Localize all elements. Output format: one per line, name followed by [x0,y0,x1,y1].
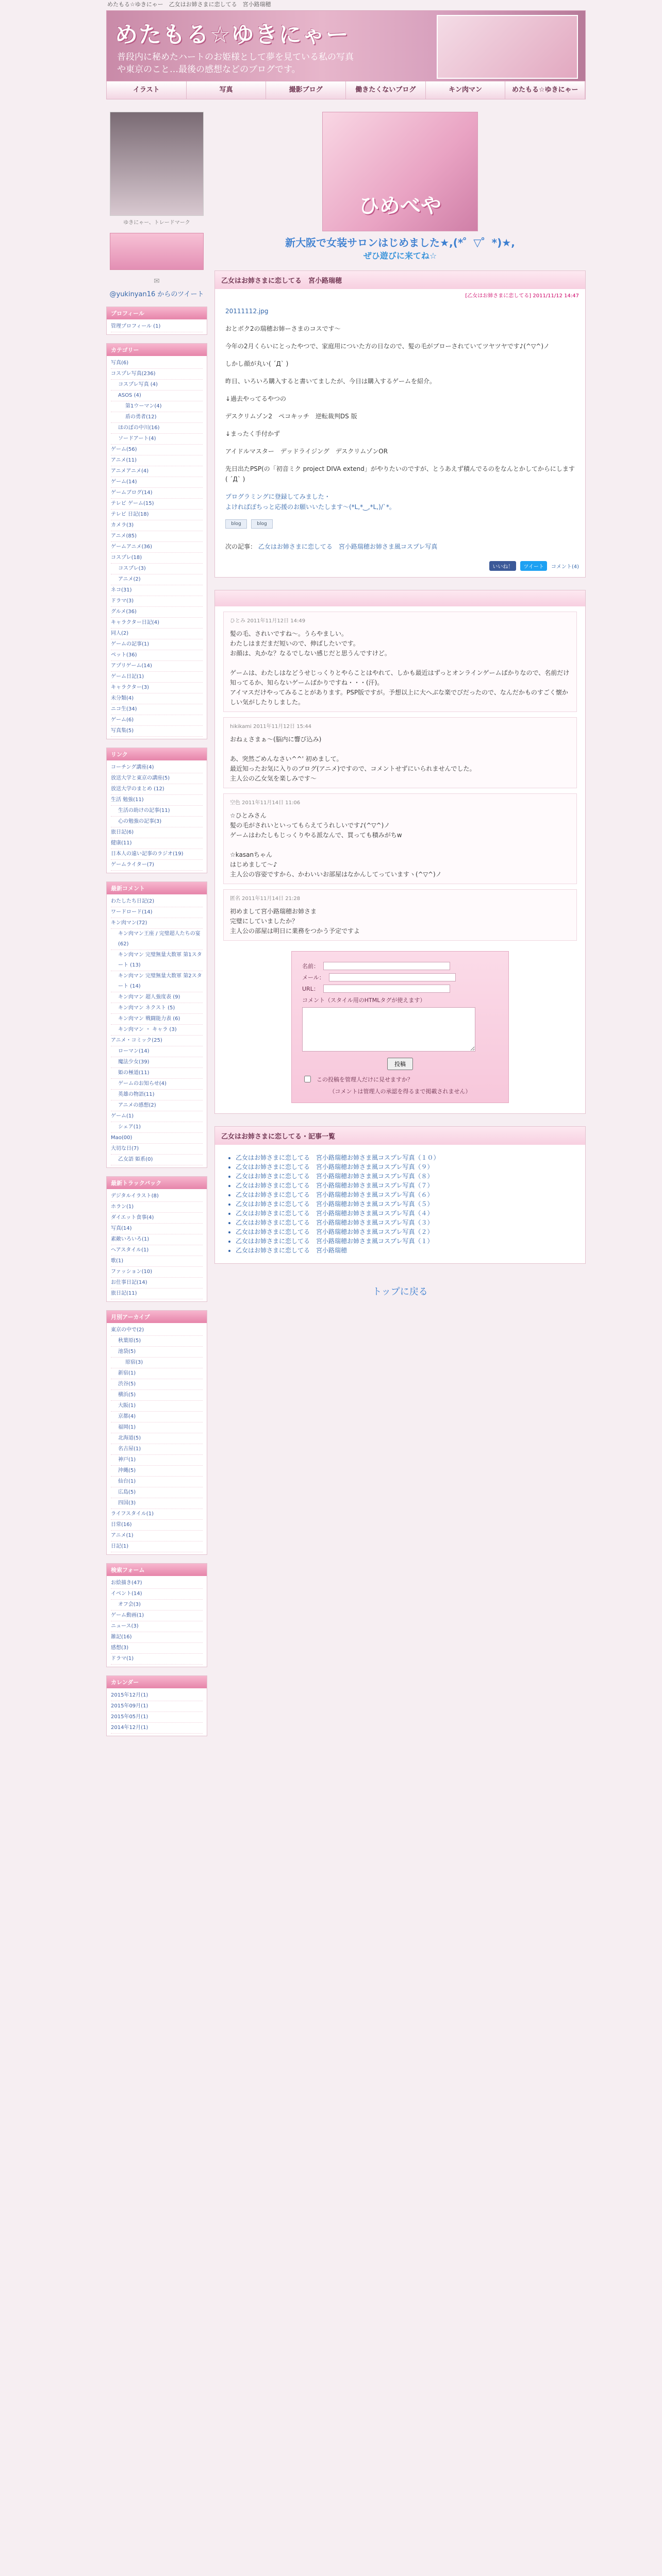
widget-heading: プロフィール [107,307,207,319]
sidebar-link[interactable]: テレビ ゲーム(15) [111,499,203,510]
main-content [214,112,586,1744]
sidebar-link[interactable]: ソードアート(4) [111,434,203,445]
hero-image[interactable] [322,112,478,231]
sidebar-widget [106,1176,207,1302]
sidebar-link[interactable]: イベント(14) [111,1589,203,1600]
comment-text: おねぇさまぁ〜(脳内に響び込み) あ、突然ごめんなさい^^' 初めまして。 最近知ったお気に入りのブログ(アニメ)ですので、コメントせずにいられませんでした。 主人公の乙女気を楽しみです～ [230,736,476,782]
sidebar-link[interactable]: ドラマ(1) [111,1654,203,1665]
profile-caption: ゆきにゃー、トレードマーク [123,220,190,226]
widget-list [107,1688,207,1736]
secret-label: この投稿を管理人だけに見せますか？ [317,1076,413,1083]
sidebar-link[interactable]: ゲーム(6) [111,715,203,726]
post-paragraph: 昨日、いろいろ購入すると書いてましたが、今日は購入するゲームを紹介。 [225,378,436,385]
page [106,0,586,1744]
sidebar-link[interactable]: 神戸(1) [111,1455,203,1466]
post-paragraph: ↓まったく手付かず [225,430,280,437]
comment-form [291,951,509,1103]
sidebar-link[interactable]: コスプレ(3) [111,564,203,574]
next-post-label: 次の記事： [225,543,257,550]
sidebar-link[interactable]: ゲームの記事(1) [111,639,203,650]
sidebar-link[interactable]: キン肉マン 完璧無量大数軍 第1スタート (13) [111,950,203,971]
post-meta[interactable]: [乙女はお姉さまに恋してる] 2011/11/12 14:47 [465,293,579,299]
sidebar-link[interactable]: 雑記(16) [111,1632,203,1643]
sidebar-link[interactable]: キャラクター日記(4) [111,618,203,629]
submit-button[interactable]: 投稿 [387,1058,413,1070]
name-input[interactable] [323,962,450,970]
sidebar-link[interactable]: 2015年09月(1) [111,1701,203,1712]
sidebar-link[interactable]: ゲームライター(7) [111,860,203,871]
sidebar-link[interactable]: ファッション(10) [111,1267,203,1278]
facebook-like-button[interactable]: いいね！ [489,561,516,571]
widget-list [107,894,207,1167]
post-paragraph: ↓過去やってるやつの [225,395,287,402]
sidebar-widget [106,307,207,335]
url-label: URL： [302,986,319,992]
banner-photo [437,15,578,79]
comment [223,717,577,788]
widget-heading: リンク [107,748,207,760]
post-paragraph: おとボク2の瑞穂お姉ーさまのコスです～ [225,325,341,332]
sidebar-link[interactable]: ドラマ(3) [111,596,203,607]
sidebar-link[interactable]: オフ会(3) [111,1600,203,1611]
sidebar-link[interactable]: 未分類(4) [111,693,203,704]
sidebar-widget [106,882,207,1168]
sidebar-link[interactable]: 第1ウーマン(4) [111,401,203,412]
post-paragraph: プログラミングに登録してみました・ よければぽちっと応援のお願いいたします～(*L,*‿,*L,)/`*。 [225,493,395,511]
sidebar-link[interactable]: カメラ(3) [111,520,203,531]
sidebar-link[interactable]: 英雄の物語(11) [111,1090,203,1100]
sidebar-link[interactable]: ペット(36) [111,650,203,661]
sidebar-link[interactable]: ホラン(1) [111,1202,203,1213]
comment-author[interactable]: 空色 2011年11月14日 11:06 [230,800,301,806]
related-post-link[interactable]: • 乙女はお姉さまに恋してる 宮小路瑞穂お姉さま風コスプレ写真（８） [236,1172,585,1181]
post-paragraph: 今年の2月くらいにとったやつで、家庭用についた方の日なので、髪の毛がブローされていてツヤツヤです♪(^▽^)ノ [225,343,550,350]
nav-home[interactable]: めたもる☆ゆきにゃー [505,81,585,99]
sidebar-link[interactable]: 乙女語 姫系(0) [111,1155,203,1165]
sidebar-link[interactable]: 2015年12月(1) [111,1690,203,1701]
sidebar-link[interactable]: 北海道(5) [111,1433,203,1444]
sidebar-link[interactable]: お絵描き(47) [111,1578,203,1589]
header-banner[interactable] [106,10,586,81]
post-title: 乙女はお姉さまに恋してる 宮小路瑞穂 [215,271,585,289]
sidebar-link[interactable]: Mao(00) [111,1133,203,1144]
sidebar-link[interactable]: 新宿(1) [111,1368,203,1379]
post-paragraph: アイドルマスター デッドライジング デスクリムゾンOR [225,448,388,455]
sidebar-link[interactable]: キン肉マン 超人強度表 (9) [111,992,203,1003]
related-list [215,1153,585,1255]
comment-text: ☆ひとみさん 髪の毛がされいといってもらえてうれしいです♪(^▽^)ノ ゲームはわたしもじっくりやる派なんで、買っても積みがちw ☆kasanちゃん はじめまして～♪ 主人公の容姿ですから、かわいいお部屋はなかんしてっていますヽ(^▽^)ノ [230,812,442,878]
sidebar-widget [106,1310,207,1555]
ranking-banner[interactable]: blog [225,519,247,529]
comment-author[interactable]: hikikami 2011年11月12日 15:44 [230,724,312,730]
sidebar-link[interactable]: 沖縄(5) [111,1466,203,1477]
widget-heading: 最新トラックバック [107,1177,207,1189]
sidebar-widget [106,1563,207,1667]
sidebar-link[interactable]: キン肉マン(72) [111,918,203,929]
sidebar-link[interactable]: アニメアニメ(4) [111,466,203,477]
nav-shoot-blog[interactable]: 撮影ブログ [266,81,346,99]
sidebar-widget [106,1675,207,1736]
sidebar-link[interactable]: 横浜(5) [111,1390,203,1401]
sidebar-link[interactable]: ゲーム(56) [111,445,203,455]
sidebar-link[interactable]: ライフスタイル(1) [111,1509,203,1520]
sidebar-widget [106,343,207,739]
sidebar-widget [106,748,207,873]
sidebar-link[interactable]: 2014年12月(1) [111,1723,203,1734]
sidebar-link[interactable]: 大阪(1) [111,1401,203,1412]
sidebar-link[interactable]: ゲームブログ(14) [111,488,203,499]
sidebar-link[interactable]: ゲーム(14) [111,477,203,488]
comment [223,889,577,941]
related-post-link[interactable]: • 乙女はお姉さまに恋してる 宮小路瑞穂お姉さま風コスプレ写真（６） [236,1190,585,1199]
sidebar-link[interactable]: 旅日記(6) [111,827,203,838]
related-post-link[interactable]: • 乙女はお姉さまに恋してる 宮小路瑞穂お姉さま風コスプレ写真（１） [236,1236,585,1246]
ranking-banners [225,519,575,529]
form-note: （コメントは管理人の承認を得るまで掲載されません） [329,1088,471,1095]
sidebar-link[interactable]: キン肉マン 完璧無量大数軍 第2スタート (14) [111,971,203,992]
widget-heading: 月別アーカイブ [107,1311,207,1323]
widget-list [107,356,207,739]
ranking-banner[interactable]: blog [251,519,273,529]
top-line: めたもる☆ゆきにゃー 乙女はお姉さまに恋してる 宮小路瑞穂 [107,1,271,8]
sidebar-link[interactable]: キャラクター(3) [111,683,203,693]
sidebar-link[interactable]: 写真(14) [111,1224,203,1234]
sidebar-link[interactable]: アプリゲーム(14) [111,661,203,672]
sidebar-link[interactable]: 大切な日(7) [111,1144,203,1155]
widget-list [107,319,207,334]
next-post [215,538,585,561]
sidebar-link[interactable]: ヘアスタイル(1) [111,1245,203,1256]
sidebar-link[interactable]: ゲーム日記(1) [111,672,203,683]
sidebar-link[interactable]: アニメ(11) [111,455,203,466]
comment [223,793,577,884]
comment-label: コメント（スタイル用のHTMLタグが使えます） [302,997,426,1004]
global-nav [106,81,586,99]
share-bar [215,561,585,577]
sidebar-link[interactable]: ネコ(31) [111,585,203,596]
sidebar-link[interactable]: ニュース(3) [111,1621,203,1632]
sidebar-link[interactable]: コーチング講座(4) [111,762,203,773]
sidebar-link[interactable]: 盾の勇者(12) [111,412,203,423]
widget-list [107,760,207,873]
widget-list [107,1323,207,1554]
sidebar-link[interactable]: 仙台(1) [111,1477,203,1487]
comment-list [215,612,585,941]
sidebar-link[interactable]: 京都(4) [111,1412,203,1422]
sidebar-link[interactable]: 日常(16) [111,1520,203,1531]
sidebar-link[interactable]: お仕事日記(14) [111,1278,203,1289]
comment-text: 髪の毛、されいですね〜。うらやましい。 わたしはまだまだ短いので、伸ばしたいです。 お顔は、丸かな？なるでしない感じだと思うんですけど。 ゲームは、わたしはなどうせじっくりとやらことはやれて、しかも最近はずっとオンラインゲームばかりなので、名前だけ知ってるか、知らないゲームばかりですね・・・(汗)。 アイマスだけやってみることがあります。PSP版ですが。予想以上に大へぶな楽でびだったので、なんだかものすごく懐かしい気がしたりしました。 [230,630,570,706]
comments-section [214,590,586,1114]
post [214,270,586,578]
post-paragraph: しかし顔が丸い( ´Д` ) [225,360,289,367]
related-post-link[interactable]: • 乙女はお姉さまに恋してる 宮小路瑞穂お姉さま風コスプレ写真（９） [236,1162,585,1172]
sidebar [106,112,207,1744]
name-label: 名前： [302,963,319,970]
sidebar-link[interactable]: 写真集(5) [111,726,203,737]
sidebar-link[interactable]: キン肉マン ネクスト (5) [111,1003,203,1014]
sidebar-link[interactable]: 姫の極道(11) [111,1068,203,1079]
nav-kinnikuman[interactable]: キン肉マン [426,81,506,99]
post-paragraphs [225,324,575,512]
widget-heading: カテゴリー [107,344,207,356]
comments-title [215,590,585,606]
sidebar-link[interactable]: キン肉マン王座 / 完璧超人たちの宴 (62) [111,929,203,950]
post-paragraph: 先日出たPSP(の「初音ミク project DIVA extend」がやりたいのですが、とうあえず積んでるのをなんとかしてからにします( ´Д` ) [225,465,575,483]
related-post-link[interactable]: • 乙女はお姉さまに恋してる 宮小路瑞穂お姉さま風コスプレ写真（４） [236,1209,585,1218]
sidebar-link[interactable]: ゲーム動画(1) [111,1611,203,1621]
sidebar-link[interactable]: 名古屋(1) [111,1444,203,1455]
widget-list [107,1576,207,1667]
sidebar-link[interactable]: アニメ(85) [111,531,203,542]
sidebar-link[interactable]: ダイエット食事(4) [111,1213,203,1224]
sidebar-link[interactable]: 管理プロフィール (1) [111,321,203,332]
sidebar-link[interactable]: 秋葉原(5) [111,1336,203,1347]
nav-illust[interactable]: イラスト [107,81,187,99]
sidebar-link[interactable]: 日本人の遠い記事のラジオ(19) [111,849,203,860]
tweet-button[interactable]: ツイート [520,561,547,571]
sidebar-link[interactable]: 写真(6) [111,358,203,369]
sidebar-link[interactable]: 日記(1) [111,1541,203,1552]
sidebar-link[interactable]: キン肉マン 戦闘能力表 (6) [111,1014,203,1025]
sidebar-link[interactable]: デジタルイラスト(8) [111,1191,203,1202]
comment-text: 初めまして宮小路瑞穂お姉さま 完璧にしていましたか？ 主人公の部屋は明日に業務をつかう予定ですよ [230,908,360,935]
back-to-top-link[interactable]: トップに戻る [372,1286,428,1297]
sidebar-link[interactable]: わたしたち日記(2) [111,896,203,907]
sidebar-banner[interactable] [110,233,204,270]
sidebar-link[interactable]: 原宿(3) [111,1358,203,1368]
sidebar-link[interactable]: グルメ(36) [111,607,203,618]
sidebar-link[interactable]: 放送大学と東京の講座(5) [111,773,203,784]
sidebar-link[interactable]: アニメ(2) [111,574,203,585]
sidebar-link[interactable]: アニメ(1) [111,1531,203,1541]
sidebar-link[interactable]: 放送大学のまとめ (12) [111,784,203,795]
sidebar-link[interactable]: 旅日記(11) [111,1289,203,1299]
twitter-link[interactable]: @yukinyan16 からのツイート [109,291,204,298]
comment-textarea[interactable] [302,1007,475,1052]
sidebar-link[interactable]: 感想(3) [111,1643,203,1654]
sidebar-link[interactable]: ほのぼの中川(16) [111,423,203,434]
nav-work-blog[interactable]: 働きたくないブログ [346,81,426,99]
hero-caption[interactable]: 新大阪で女装サロンはじめました★,(*゜▽゜*)★, [285,236,515,249]
sidebar-link[interactable]: テレビ 日記(18) [111,510,203,520]
comment [223,612,577,712]
widget-heading: カレンダー [107,1676,207,1688]
comment-author[interactable]: ひとみ 2011年11月12日 14:49 [230,618,306,624]
sidebar-link[interactable]: ニコ生(34) [111,704,203,715]
related-post-link[interactable]: • 乙女はお姉さまに恋してる 宮小路瑞穂お姉さま風コスプレ写真（１０） [236,1153,585,1162]
sidebar-link[interactable]: キン肉マン ・ キャラ (3) [111,1025,203,1036]
sidebar-link[interactable]: コスプレ(18) [111,553,203,564]
sidebar-link[interactable]: 生活 勉強(11) [111,795,203,806]
sidebar-link[interactable]: 健康(11) [111,838,203,849]
sidebar-link[interactable]: 四国(3) [111,1498,203,1509]
sidebar-link[interactable]: 渋谷(5) [111,1379,203,1390]
post-body [215,301,585,538]
sidebar-link[interactable]: 心の勉強の記事(3) [111,817,203,827]
comment-author[interactable]: 匿名 2011年11月14日 21:28 [230,896,301,902]
sidebar-link[interactable]: 歌(1) [111,1256,203,1267]
sidebar-link[interactable]: ローマン(14) [111,1046,203,1057]
post-image-link[interactable]: 20111112.jpg [225,308,269,315]
sidebar-link[interactable]: 素敵いろいろ(1) [111,1234,203,1245]
sidebar-link[interactable]: ワードロード(14) [111,907,203,918]
profile-photo [110,112,204,216]
sidebar-link[interactable]: ASOS (4) [111,391,203,401]
mail-input[interactable] [329,973,456,981]
sidebar-link[interactable]: 同人(2) [111,629,203,639]
mail-label: メール： [302,974,325,981]
sidebar-link[interactable]: ゲーム(1) [111,1111,203,1122]
related-post-link[interactable]: • 乙女はお姉さまに恋してる 宮小路瑞穂 [236,1246,585,1255]
related-post-link[interactable]: • 乙女はお姉さまに恋してる 宮小路瑞穂お姉さま風コスプレ写真（２） [236,1227,585,1236]
sidebar-link[interactable]: 福岡(1) [111,1422,203,1433]
nav-photo[interactable]: 写真 [187,81,267,99]
site-subtitle: 普段内に秘めたハートのお姫様として夢を見ている私の写真や東京のこと…最後の感想などのブログです。 [117,52,354,75]
widget-list [107,1189,207,1301]
sidebar-link[interactable]: シェア(1) [111,1122,203,1133]
sidebar-link[interactable]: ゲームアニメ(36) [111,542,203,553]
related-title: 乙女はお姉さまに恋してる・記事一覧 [215,1127,585,1145]
site-title[interactable]: めたもる☆ゆきにゃー [115,22,350,48]
related-post-link[interactable]: • 乙女はお姉さまに恋してる 宮小路瑞穂お姉さま風コスプレ写真（５） [236,1199,585,1209]
sidebar-link[interactable]: コスプレ写真 (4) [111,380,203,391]
url-input[interactable] [323,985,450,993]
widget-heading: 最新コメント [107,882,207,894]
next-post-link[interactable]: 乙女はお姉さまに恋してる 宮小路瑞穂お姉さま風コスプレ写真 [258,543,438,550]
sidebar-link[interactable]: アニメの感想(2) [111,1100,203,1111]
related-post-link[interactable]: • 乙女はお姉さまに恋してる 宮小路瑞穂お姉さま風コスプレ写真（７） [236,1181,585,1190]
related-posts [214,1126,586,1264]
sidebar-link[interactable]: 生活の助けの記事(11) [111,806,203,817]
hero-caption-sub[interactable]: ぜひ遊びに来てね☆ [363,251,437,261]
comment-count-link[interactable]: コメント(4) [551,564,579,570]
related-post-link[interactable]: • 乙女はお姉さまに恋してる 宮小路瑞穂お姉さま風コスプレ写真（３） [236,1218,585,1227]
sidebar-link[interactable]: アニメ・コミック(25) [111,1036,203,1046]
sidebar-link[interactable]: ゲームのお知らせ(4) [111,1079,203,1090]
widget-heading: 検索フォーム [107,1564,207,1576]
sidebar-link[interactable]: 広島(5) [111,1487,203,1498]
sidebar-link[interactable]: コスプレ写真(236) [111,369,203,380]
hero-image-text: ひめべや [359,194,441,218]
sidebar-link[interactable]: 魔法少女(39) [111,1057,203,1068]
sidebar-link[interactable]: 東京の中で(2) [111,1325,203,1336]
secret-checkbox[interactable] [304,1076,311,1082]
post-paragraph: デスクリムゾン2 ペコキッチ 逆転裁判DS 版 [225,413,357,420]
sidebar-link[interactable]: 池袋(5) [111,1347,203,1358]
hero [214,112,586,261]
sidebar-widgets [106,307,207,1736]
sidebar-link[interactable]: 2015年05月(1) [111,1712,203,1723]
twitter-icon: ✉ [154,277,160,285]
